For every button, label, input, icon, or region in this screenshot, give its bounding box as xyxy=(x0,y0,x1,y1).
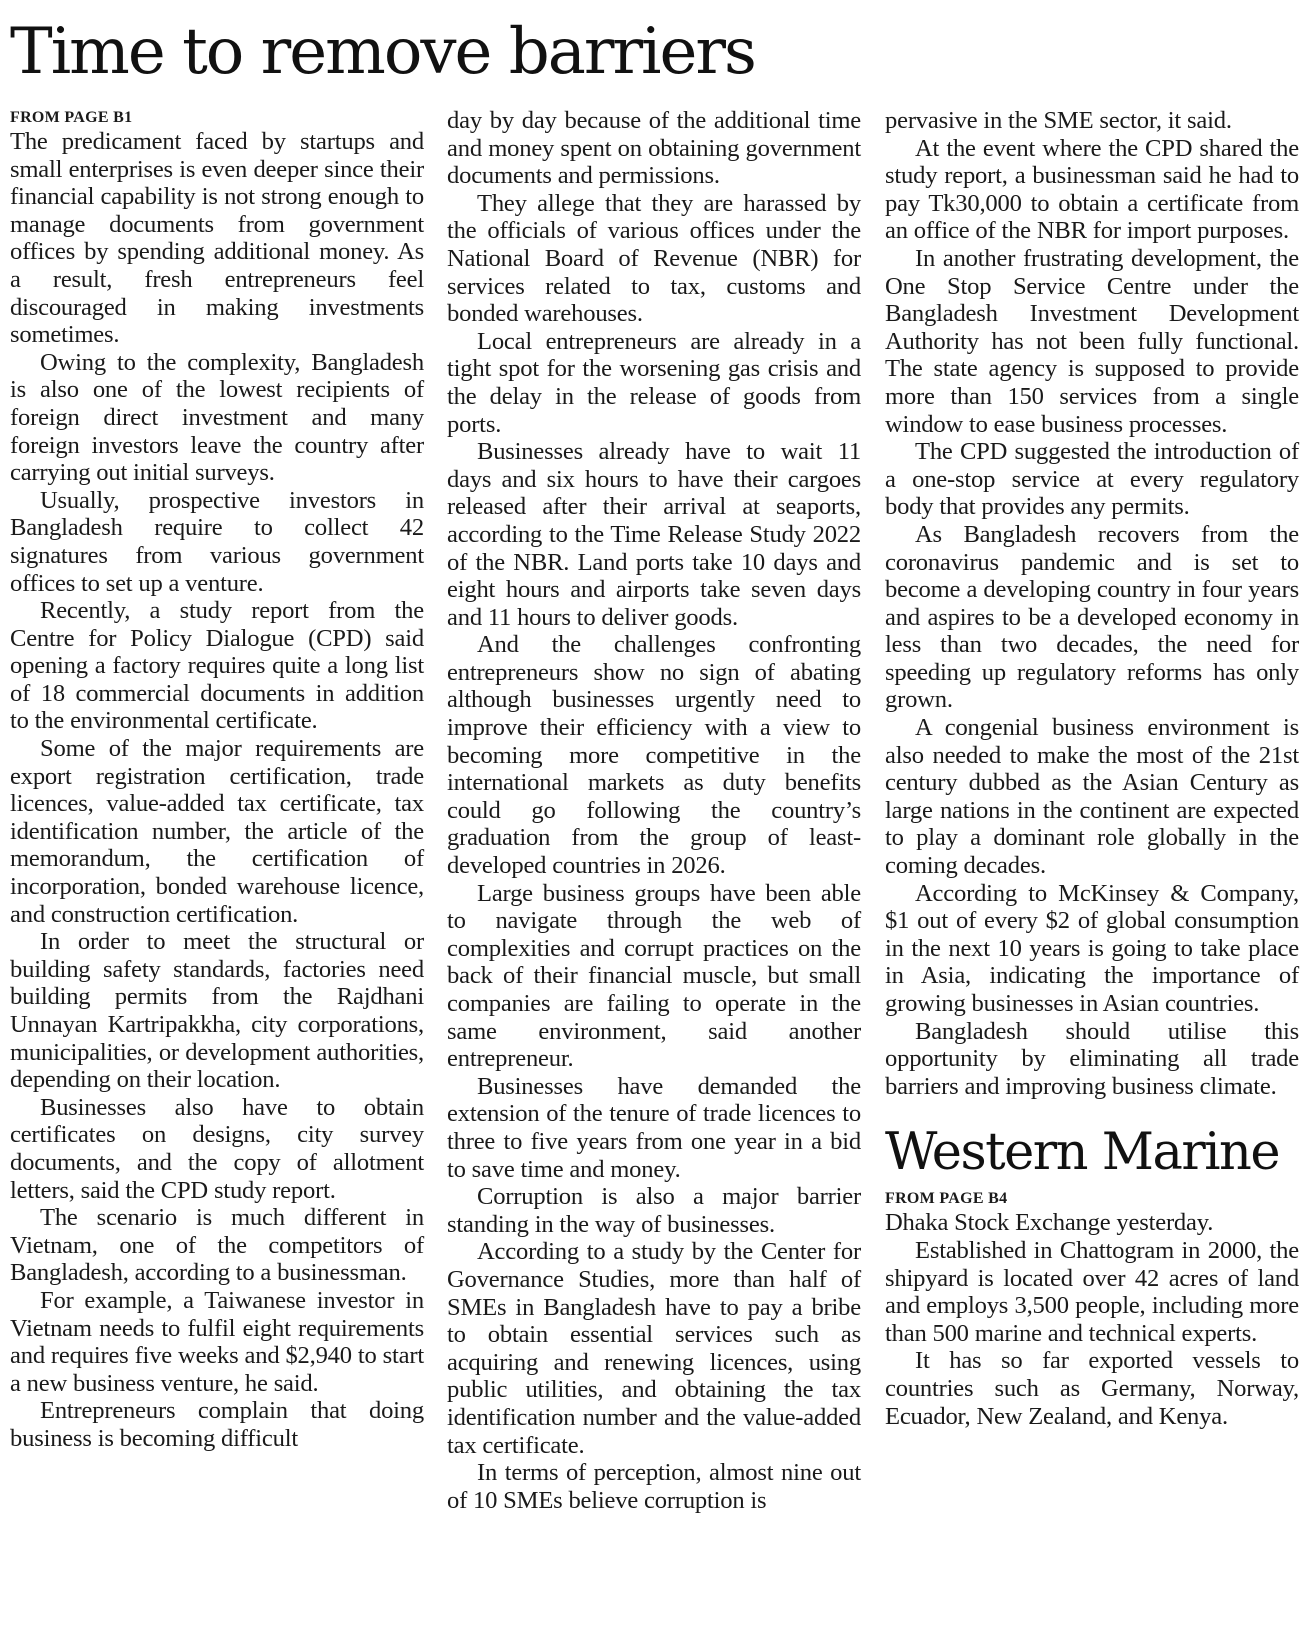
article-column-1 xyxy=(10,107,424,1453)
paragraph: Entrepreneurs complain that doing business is becoming difficult xyxy=(10,1397,424,1452)
paragraph: Businesses also have to obtain certificates on designs, city survey documents, and the copy of allotment letters, said the CPD study report. xyxy=(10,1093,424,1204)
paragraph: Corruption is also a major barrier standing in the way of businesses. xyxy=(447,1183,861,1238)
paragraph: Large business groups have been able to navigate through the web of complexities and corrupt practices on the back of their financial muscle, but small companies are failing to operate in the same environment, said another entrepreneur. xyxy=(447,879,861,1073)
paragraph: According to a study by the Center for Governance Studies, more than half of SMEs in Bangladesh have to pay a bribe to obtain essential services such as acquiring and renewing licences, using public utilities, and obtaining the tax identification number and the value-added tax certificate. xyxy=(447,1238,861,1459)
paragraph: For example, a Taiwanese investor in Vietnam needs to fulfil eight requirements and requires five weeks and $2,940 to start a new business venture, he said. xyxy=(10,1286,424,1397)
paragraph: In another frustrating development, the One Stop Service Centre under the Bangladesh Investment Development Authority has not been fully functional. The state agency is supposed to provide more than 150 services from a single window to ease business processes. xyxy=(885,244,1299,438)
paragraph: In terms of perception, almost nine out of 10 SMEs believe corruption is xyxy=(447,1459,861,1514)
paragraph: Bangladesh should utilise this opportunity by eliminating all trade barriers and improving business climate. xyxy=(885,1017,1299,1100)
second-article-kicker: FROM PAGE B4 xyxy=(885,1190,1008,1208)
paragraph: Usually, prospective investors in Bangladesh require to collect 42 signatures from various government offices to set up a venture. xyxy=(10,486,424,597)
paragraph: Dhaka Stock Exchange yesterday. xyxy=(885,1209,1214,1237)
paragraph: Recently, a study report from the Centre for Policy Dialogue (CPD) said opening a factory requires quite a long list of 18 commercial documents in addition to the environmental certificate. xyxy=(10,597,424,735)
paragraph: pervasive in the SME sector, it said. xyxy=(885,107,1232,134)
paragraph: Businesses already have to wait 11 days and six hours to have their cargoes released after their arrival at seaports, according to the Time Release Study 2022 of the NBR. Land ports take 10 days and eight hours and airports take seven days and 11 hours to deliver goods. xyxy=(447,438,861,631)
continuation-kicker: FROM PAGE B1 xyxy=(10,109,133,126)
paragraph: Established in Chattogram in 2000, the shipyard is located over 42 acres of land and employs 3,500 people, including more than 500 marine and technical experts. xyxy=(885,1236,1299,1347)
article-column-3 xyxy=(885,107,1299,1430)
article-headline: Time to remove barriers xyxy=(10,15,755,89)
paragraph: And the challenges confronting entrepreneurs show no sign of abating although businesses urgently need to improve their efficiency with a view to becoming more competitive in the international markets as duty benefits could go following the country’s graduation from the group of least-developed countries in 2026. xyxy=(447,631,861,880)
paragraph: The scenario is much different in Vietnam, one of the competitors of Bangladesh, according to a businessman. xyxy=(10,1204,424,1287)
paragraph: Owing to the complexity, Bangladesh is also one of the lowest recipients of foreign direct investment and many foreign investors leave the country after carrying out initial surveys. xyxy=(10,348,424,487)
paragraph: As Bangladesh recovers from the coronavirus pandemic and is set to become a developing country in four years and aspires to be a developed economy in less than two decades, the need for speeding up regulatory reforms has only grown. xyxy=(885,520,1299,714)
paragraph: The predicament faced by startups and small enterprises is even deeper since their financial capability is not strong enough to manage documents from government offices by spending additional money. As a result, fresh entrepreneurs feel discouraged in making investments sometimes. xyxy=(10,128,424,349)
paragraph: Some of the major requirements are export registration certification, trade licences, value-added tax certificate, tax identification number, the article of the memorandum, the certification of incorporation, bonded warehouse licence, and construction certification. xyxy=(10,735,424,928)
paragraph: Businesses have demanded the extension of the tenure of trade licences to three to five years from one year in a bid to save time and money. xyxy=(447,1072,861,1183)
paragraph: They allege that they are harassed by the officials of various offices under the National Board of Revenue (NBR) for services related to tax, customs and bonded warehouses. xyxy=(447,189,861,328)
paragraph: According to McKinsey & Company, $1 out of every $2 of global consumption in the next 10 years is going to take place in Asia, indicating the importance of growing businesses in Asian countries. xyxy=(885,879,1299,1017)
article-column-2 xyxy=(447,107,861,1514)
paragraph: In order to meet the structural or building safety standards, factories need building permits from the Rajdhani Unnayan Kartripakkha, city corporations, municipalities, or development authorities, depending on their location. xyxy=(10,928,424,1094)
paragraph: A congenial business environment is also needed to make the most of the 21st century dubbed as the Asian Century as large nations in the continent are expected to play a dominant role globally in the coming decades. xyxy=(885,714,1299,880)
paragraph: day by day because of the additional time and money spent on obtaining government documents and permissions. xyxy=(447,107,861,190)
paragraph: Local entrepreneurs are already in a tight spot for the worsening gas crisis and the delay in the release of goods from ports. xyxy=(447,327,861,438)
paragraph: It has so far exported vessels to countries such as Germany, Norway, Ecuador, New Zealand, and Kenya. xyxy=(885,1347,1299,1430)
paragraph: At the event where the CPD shared the study report, a businessman said he had to pay Tk30,000 to obtain a certificate from an office of the NBR for import purposes. xyxy=(885,134,1299,245)
paragraph: The CPD suggested the introduction of a one-stop service at every regulatory body that provides any permits. xyxy=(885,438,1299,521)
second-article-headline: Western Marine xyxy=(885,1123,1280,1183)
